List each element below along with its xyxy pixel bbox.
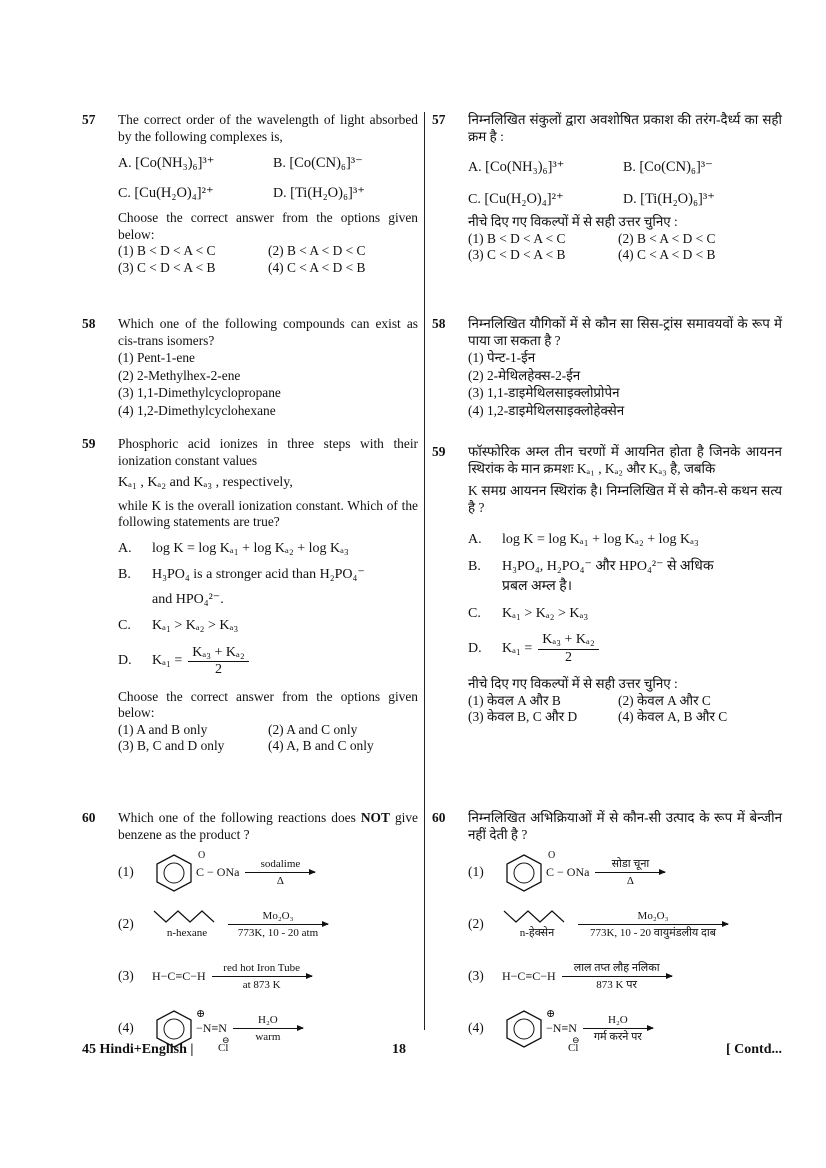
question-60-en: [82, 810, 418, 1054]
reaction-4[interactable]: (4) ⊕ −N≡N ⊖ Cl H₂O गर्म करने पर: [468, 1005, 782, 1051]
option-1[interactable]: (1) केवल A और B: [468, 692, 561, 708]
hindi-column: [432, 112, 782, 1057]
complex-c: C. [Cu(H₂O)₄]²⁺: [468, 190, 564, 207]
question-stem: Which one of the following reactions does NOT give benzene as the product ?: [118, 810, 418, 842]
question-57-hi: [432, 112, 782, 308]
answer-options: [118, 243, 418, 276]
option-2[interactable]: (2) A and C only: [268, 721, 358, 737]
benzene-ring-icon: [152, 852, 196, 892]
answer-options: [468, 231, 782, 264]
reaction-2[interactable]: (2) n-हेक्सेन Mo₂O₃ 773K, 10 - 20 वायुमंडलीय दाब: [468, 901, 782, 947]
question-stem: फॉस्फोरिक अम्ल तीन चरणों में आयनित होता है जिनके आयनन स्थिरांक के मान क्रमशः Kₐ₁ , Kₐ₂ और Kₐ₃ है, जबकि: [468, 444, 782, 476]
acetylene: H−C≡C−H: [152, 968, 206, 983]
option-3[interactable]: (3) 1,1-Dimethylcyclopropane: [118, 385, 281, 400]
answer-options: [468, 693, 782, 726]
complex-b: B. [Co(CN)₆]³⁻: [273, 155, 363, 171]
reaction-1[interactable]: (1) O C − ONa सोडा चूना Δ: [468, 849, 782, 895]
reaction-2[interactable]: (2) n-hexane Mo₂O₃ 773K, 10 - 20 atm: [118, 901, 418, 947]
statement-b: B. H₃PO₄, H₂PO₄⁻ और HPO₄²⁻ से अधिक प्रबल अम्ल है।: [468, 558, 714, 594]
booklet-code: 45 Hindi+English |: [82, 1042, 194, 1057]
reaction-3[interactable]: (3) H−C≡C−H लाल तप्त लौह नलिका 873 K पर: [468, 953, 782, 999]
question-number: 60: [82, 810, 96, 825]
reaction-arrow: लाल तप्त लौह नलिका 873 K पर: [562, 962, 672, 991]
reaction-arrow: Mo₂O₃ 773K, 10 - 20 atm: [228, 910, 328, 939]
question-stem: निम्नलिखित संकुलों द्वारा अवशोषित प्रकाश की तरंग-दैर्ध्य का सही क्रम है :: [468, 112, 782, 144]
zigzag-chain-icon: [502, 907, 572, 925]
option-1[interactable]: (1) B < D < A < C: [468, 230, 566, 246]
reaction-arrow: H₂O warm: [233, 1014, 303, 1043]
option-3[interactable]: (3) केवल B, C और D: [468, 709, 578, 724]
reaction-3[interactable]: (3) H−C≡C−H red hot Iron Tube at 873 K: [118, 953, 418, 999]
question-number: 57: [82, 112, 96, 127]
diazonium-group: ⊕ −N≡N ⊖ Cl: [196, 1007, 230, 1054]
reaction-arrow: red hot Iron Tube at 873 K: [212, 962, 312, 991]
complex-b: B. [Co(CN)₆]³⁻: [623, 159, 713, 175]
zigzag-chain-icon: [152, 907, 222, 925]
choose-instruction: नीचे दिए गए विकल्पों में से सही उत्तर चुनिए :: [468, 676, 678, 691]
statement-a: A. log K = log Kₐ₁ + log Kₐ₂ + log Kₐ₃: [468, 532, 699, 547]
benzene-ring-icon: [502, 852, 546, 892]
option-4[interactable]: (4) 1,2-Dimethylcyclohexane: [118, 402, 276, 418]
question-number: 59: [432, 444, 446, 459]
reaction-4[interactable]: (4) ⊕ −N≡N ⊖ Cl H₂O warm: [118, 1005, 418, 1051]
question-stem: निम्नलिखित अभिक्रियाओं में से कौन-सी उत्पाद के रूप में बेन्जीन नहीं देती है ?: [468, 810, 782, 842]
option-2[interactable]: (2) 2-मेथिलहेक्स-2-ईन: [468, 367, 581, 383]
statement-d: D. Kₐ₁ = $\frac{\text{Kₐ₃ + Kₐ₂}}{2}$: [118, 645, 418, 679]
answer-options: [118, 350, 418, 419]
option-2[interactable]: (2) B < A < D < C: [268, 243, 366, 258]
page-number: 18: [392, 1042, 406, 1057]
option-3[interactable]: (3) B, C and D only: [118, 738, 225, 753]
option-4[interactable]: (4) A, B and C only: [268, 738, 374, 753]
carboxylate-group: O C − ONa: [196, 849, 240, 879]
column-divider: [424, 112, 425, 1030]
statement-c: C. Kₐ₁ > Kₐ₂ > Kₐ₃: [468, 605, 589, 621]
option-4[interactable]: (4) 1,2-डाइमेथिलसाइक्लोहेक्सेन: [468, 402, 625, 418]
complex-c: C. [Cu(H₂O)₄]²⁺: [118, 184, 214, 201]
complex-d: D. [Ti(H₂O)₆]³⁺: [623, 190, 715, 207]
benzene-ring-icon: [502, 1008, 546, 1048]
option-1[interactable]: (1) A and B only: [118, 721, 208, 737]
diazonium-group: ⊕ −N≡N ⊖ Cl: [546, 1007, 580, 1054]
choose-instruction: नीचे दिए गए विकल्पों में से सही उत्तर चुनिए :: [468, 214, 678, 229]
question-number: 58: [82, 316, 96, 331]
question-stem-2: while K is the overall ionization constant. Which of the following statements are true?: [118, 497, 418, 529]
n-hexane: n-hexane: [152, 907, 222, 942]
acetylene: H−C≡C−H: [502, 968, 556, 983]
ka-values: Kₐ₁ , Kₐ₂ and Kₐ₃ , respectively,: [118, 475, 293, 490]
question-57-en: [82, 112, 418, 308]
statement-d: D. Kₐ₁ = $\frac{\text{Kₐ₃ + Kₐ₂}}{2}$: [468, 632, 782, 666]
question-number: 60: [432, 810, 446, 825]
n-hexane: n-हेक्सेन: [502, 907, 572, 942]
carboxylate-group: O C − ONa: [546, 849, 590, 879]
question-stem: Which one of the following compounds can exist as cis-trans isomers?: [118, 316, 418, 348]
question-stem: निम्नलिखित यौगिकों में से कौन सा सिस-ट्रांस समावयवों के रूप में पाया जा सकता है ?: [468, 316, 782, 348]
statement-a: A. log K = log Kₐ₁ + log Kₐ₂ + log Kₐ₃: [118, 540, 349, 556]
complex-d: D. [Ti(H₂O)₆]³⁺: [273, 184, 365, 201]
option-2[interactable]: (2) B < A < D < C: [618, 230, 716, 246]
reaction-arrow: H₂O गर्म करने पर: [583, 1014, 653, 1043]
question-stem: Phosphoric acid ionizes in three steps with their ionization constant values: [118, 436, 418, 468]
reaction-arrow: सोडा चूना Δ: [595, 858, 665, 887]
complex-a: A. [Co(NH₃)₆]³⁺: [468, 159, 565, 175]
question-59-hi: [432, 444, 782, 806]
option-3[interactable]: (3) 1,1-डाइमेथिलसाइक्लोप्रोपेन: [468, 385, 620, 400]
reaction-arrow: sodalime Δ: [245, 858, 315, 887]
reaction-1[interactable]: (1) O C − ONa sodalime Δ: [118, 849, 418, 895]
option-1[interactable]: (1) पेन्ट-1-ईन: [468, 350, 536, 365]
option-1[interactable]: (1) Pent-1-ene: [118, 350, 195, 365]
reaction-arrow: Mo₂O₃ 773K, 10 - 20 वायुमंडलीय दाब: [578, 910, 728, 939]
continued-label: [ Contd...: [725, 1042, 782, 1057]
choose-instruction: Choose the correct answer from the options given below:: [118, 688, 418, 720]
option-2[interactable]: (2) केवल A और C: [618, 692, 711, 708]
option-4[interactable]: (4) C < A < D < B: [268, 259, 366, 275]
question-60-hi: [432, 810, 782, 1054]
question-stem: The correct order of the wavelength of light absorbed by the following complexes is,: [118, 112, 418, 144]
question-number: 59: [82, 436, 96, 451]
option-4[interactable]: (4) C < A < D < B: [618, 247, 716, 262]
option-4[interactable]: (4) केवल A, B और C: [618, 709, 728, 724]
answer-options: [468, 350, 782, 419]
question-number: 57: [432, 112, 446, 127]
question-58-en: [82, 316, 418, 436]
question-stem-2: K समग्र आयनन स्थिरांक है। निम्नलिखित में से कौन-से कथन सत्य है ?: [468, 483, 782, 515]
option-3[interactable]: (3) C < D < A < B: [468, 247, 566, 262]
option-2[interactable]: (2) 2-Methylhex-2-ene: [118, 367, 241, 383]
statement-c: C. Kₐ₁ > Kₐ₂ > Kₐ₃: [118, 618, 239, 633]
question-59-en: [82, 436, 418, 798]
answer-options: [118, 722, 418, 755]
statement-b: B. H₃PO₄ is a stronger acid than H₂PO₄⁻ and HPO₄²⁻.: [118, 567, 365, 607]
option-3[interactable]: (3) C < D < A < B: [118, 259, 216, 275]
english-column: [82, 112, 418, 1057]
question-number: 58: [432, 316, 446, 331]
option-1[interactable]: (1) B < D < A < C: [118, 243, 216, 258]
choose-instruction: Choose the correct answer from the options given below:: [118, 210, 418, 242]
question-58-hi: [432, 316, 782, 436]
complex-a: A. [Co(NH₃)₆]³⁺: [118, 155, 215, 171]
